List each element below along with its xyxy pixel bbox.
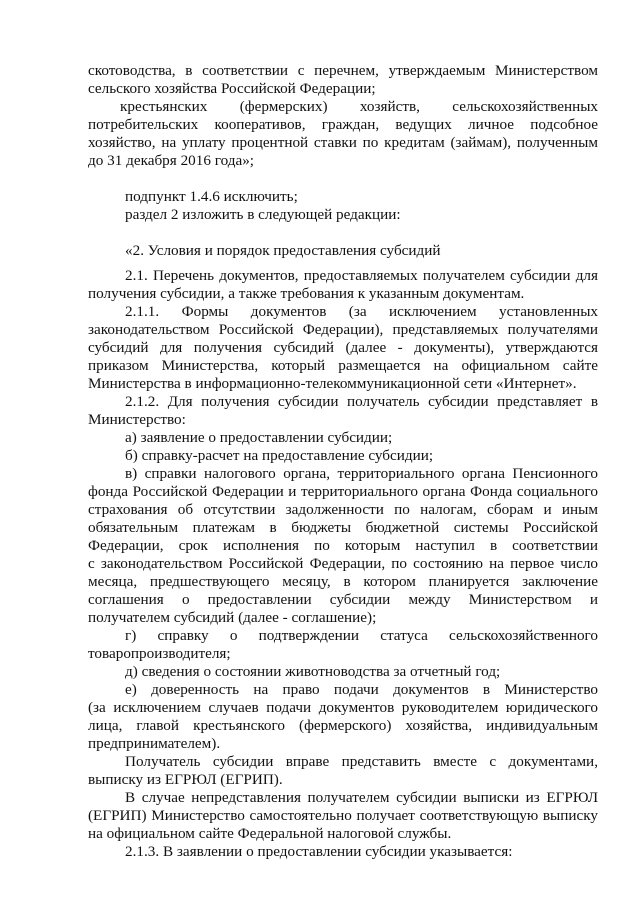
text-line: (ЕГРИП) Министерство самостоятельно получает соответствующую выписку [88,807,598,824]
text-line: г) справку о подтверждении статуса сельскохозяйственного [125,627,598,644]
section-heading: «2. Условия и порядок предоставления субсидий [125,242,441,259]
text-line: 2.1.1. Формы документов (за исключением установленных [125,303,598,320]
text-line: на официальном сайте Федеральной налоговой службы. [88,825,452,842]
text-line: получателем субсидий (далее - соглашение); [88,609,377,626]
text-line: скотоводства, в соответствии с перечнем, утверждаемым Министерством [88,62,598,79]
text-line: крестьянских (фермерских) хозяйств, сельскохозяйственных [120,98,598,115]
text-line: подпункт 1.4.6 исключить; [125,188,298,205]
text-line: получения субсидии, а также требования к указанным документам. [88,285,525,302]
text-line: фонда Российской Федерации и территориального органа Фонда социального [88,483,598,500]
text-line: законодательством Российской Федерации), представляемых получателями [88,321,598,338]
text-line: с законодательством Российской Федерации, по состоянию на первое число [88,555,598,572]
text-line: приказом Министерства, который размещается на официальном сайте [88,357,598,374]
text-line: субсидий для получения субсидий (далее - документы), утверждаются [88,339,598,356]
text-line: раздел 2 изложить в следующей редакции: [125,206,401,223]
text-line: (за исключением случаев подачи документов руководителем юридического [88,699,598,716]
text-line: Министерства в информационно-телекоммуникационной сети «Интернет». [88,375,577,392]
text-line: Получатель субсидии вправе представить вместе с документами, [125,753,598,770]
text-line: 2.1. Перечень документов, предоставляемых получателем субсидии для [125,267,598,284]
text-line: месяца, предшествующего месяцу, в котором планируется заключение [88,573,598,590]
text-line: предпринимателем). [88,735,221,752]
text-line: обязательным платежам в бюджеты бюджетной системы Российской [88,519,598,536]
text-line: товаропроизводителя; [88,645,231,662]
text-line: б) справку-расчет на предоставление субсидии; [125,447,434,464]
text-line: В случае непредставления получателем субсидии выписки из ЕГРЮЛ [125,789,598,806]
text-line: выписку из ЕГРЮЛ (ЕГРИП). [88,771,283,788]
text-line: Министерство: [88,411,186,428]
text-line: лица, главой крестьянского (фермерского) хозяйства, индивидуальным [88,717,598,734]
text-line: е) доверенность на право подачи документов в Министерство [125,681,598,698]
text-line: в) справки налогового органа, территориального органа Пенсионного [125,465,598,482]
text-line: д) сведения о состоянии животноводства за отчетный год; [125,663,501,680]
text-line: потребительских кооперативов, граждан, ведущих личное подсобное [88,116,598,133]
text-line: 2.1.3. В заявлении о предоставлении субсидии указывается: [125,843,513,860]
text-line: страхования об отсутствии задолженности по налогам, сборам и иным [88,501,598,518]
text-line: Федерации, срок исполнения по которым наступил в соответствии [88,537,598,554]
text-line: 2.1.2. Для получения субсидии получатель субсидии представляет в [125,393,598,410]
text-line: сельского хозяйства Российской Федерации; [88,80,376,97]
text-line: хозяйство, на уплату процентной ставки по кредитам (займам), полученным [88,134,598,151]
text-line: до 31 декабря 2016 года»; [88,152,255,169]
text-line: а) заявление о предоставлении субсидии; [125,429,393,446]
text-line: соглашения о предоставлении субсидии между Министерством и [88,591,598,608]
